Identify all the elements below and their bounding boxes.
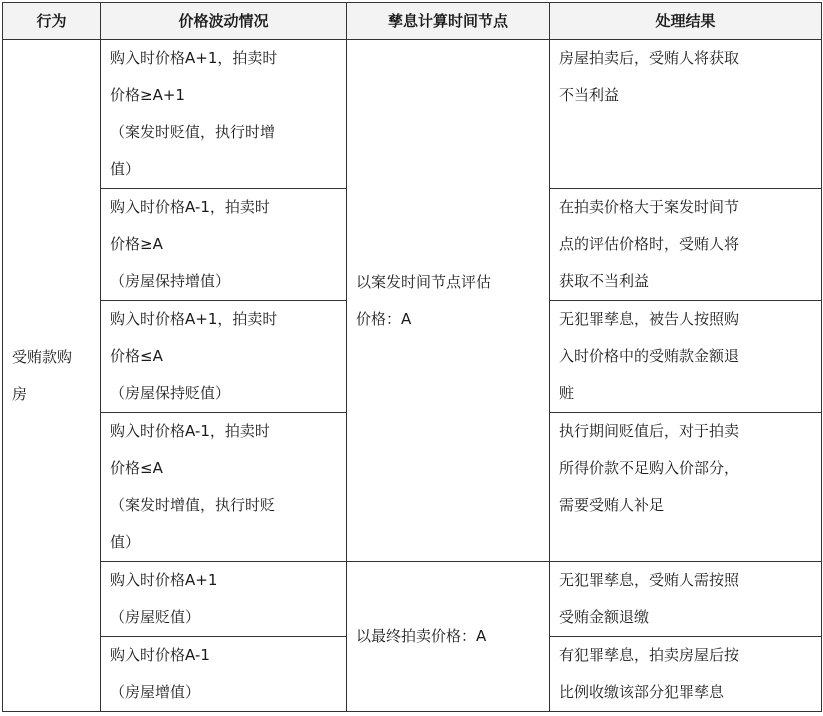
cell-text-line: 入时价格中的受贿款金额退 xyxy=(559,347,740,365)
cell-text-line: 购入时价格A+1 xyxy=(110,571,218,589)
result-cell xyxy=(550,40,822,189)
header-row xyxy=(3,3,822,40)
cell-text-line: 在拍卖价格大于案发时间节 xyxy=(559,198,740,216)
header-action: 行为 xyxy=(3,3,101,40)
cell-text-line: 不当利益 xyxy=(559,86,620,104)
cell-text-line: 以最终拍卖价格：A xyxy=(356,627,487,645)
cell-text-line: 价格≥A xyxy=(110,235,163,253)
price-cell xyxy=(101,189,347,301)
cell-text-line: 受贿金额退缴 xyxy=(559,608,650,626)
cell-text-line: 受贿款购 xyxy=(12,347,73,366)
cell-text-line: 需要受贿人补足 xyxy=(559,496,665,514)
cell-text-line: 价格≤A xyxy=(110,347,163,365)
cell-text-line: 购入时价格A-1，拍卖时 xyxy=(110,422,270,440)
price-cell xyxy=(101,637,347,712)
cell-text-line: 购入时价格A-1，拍卖时 xyxy=(110,198,270,216)
cell-text-line: 值） xyxy=(110,533,141,551)
price-cell xyxy=(101,562,347,637)
cell-text-line: 价格：A xyxy=(356,309,412,328)
price-cell xyxy=(101,413,347,562)
cell-text-line: 以案发时间节点评估 xyxy=(356,272,492,291)
cell-text-line: 所得价款不足购入价部分， xyxy=(559,459,740,477)
header-price-fluctuation: 价格波动情况 xyxy=(101,3,347,40)
cell-text-line: 价格≤A xyxy=(110,459,163,477)
timing-cell-assessment xyxy=(347,40,550,562)
cell-text-line: 房 xyxy=(12,384,28,403)
cell-text-line: 获取不当利益 xyxy=(559,272,650,290)
result-cell xyxy=(550,637,822,712)
cell-text-line: 购入时价格A+1，拍卖时 xyxy=(110,310,278,328)
cell-text-line: 有犯罪孳息，拍卖房屋后按 xyxy=(559,646,740,664)
table-row xyxy=(3,40,822,189)
cell-text-line: （房屋保持贬值） xyxy=(110,384,231,402)
cell-text-line: 购入时价格A-1 xyxy=(110,646,210,664)
cell-text-line: 房屋拍卖后，受贿人将获取 xyxy=(559,49,740,67)
result-cell xyxy=(550,189,822,301)
cell-text-line: 点的评估价格时，受贿人将 xyxy=(559,235,740,253)
cell-text-line: 值） xyxy=(110,160,141,178)
cell-text-line: （案发时增值，执行时贬 xyxy=(110,496,276,514)
cell-text-line: 执行期间贬值后，对于拍卖 xyxy=(559,422,740,440)
cell-text-line: （房屋保持增值） xyxy=(110,272,231,290)
cell-text-line: （案发时贬值，执行时增 xyxy=(110,123,276,141)
cell-text-line: 比例收缴该部分犯罪孳息 xyxy=(559,683,725,701)
cell-text-line: 价格≥A+1 xyxy=(110,86,185,104)
timing-cell-final-auction xyxy=(347,562,550,712)
table-row xyxy=(3,562,822,637)
price-cell xyxy=(101,40,347,189)
cell-text-line: 赃 xyxy=(559,384,575,402)
price-cell xyxy=(101,301,347,413)
action-cell xyxy=(3,40,101,712)
header-interest-timing: 孳息计算时间节点 xyxy=(347,3,550,40)
result-cell xyxy=(550,562,822,637)
cell-text-line: 购入时价格A+1，拍卖时 xyxy=(110,49,278,67)
cell-text-line: （房屋贬值） xyxy=(110,608,201,626)
result-cell xyxy=(550,413,822,562)
data-table xyxy=(2,2,822,712)
cell-text-line: 无犯罪孳息，受贿人需按照 xyxy=(559,571,740,589)
header-result: 处理结果 xyxy=(550,3,822,40)
cell-text-line: 无犯罪孳息，被告人按照购 xyxy=(559,310,740,328)
cell-text-line: （房屋增值） xyxy=(110,683,201,701)
result-cell xyxy=(550,301,822,413)
